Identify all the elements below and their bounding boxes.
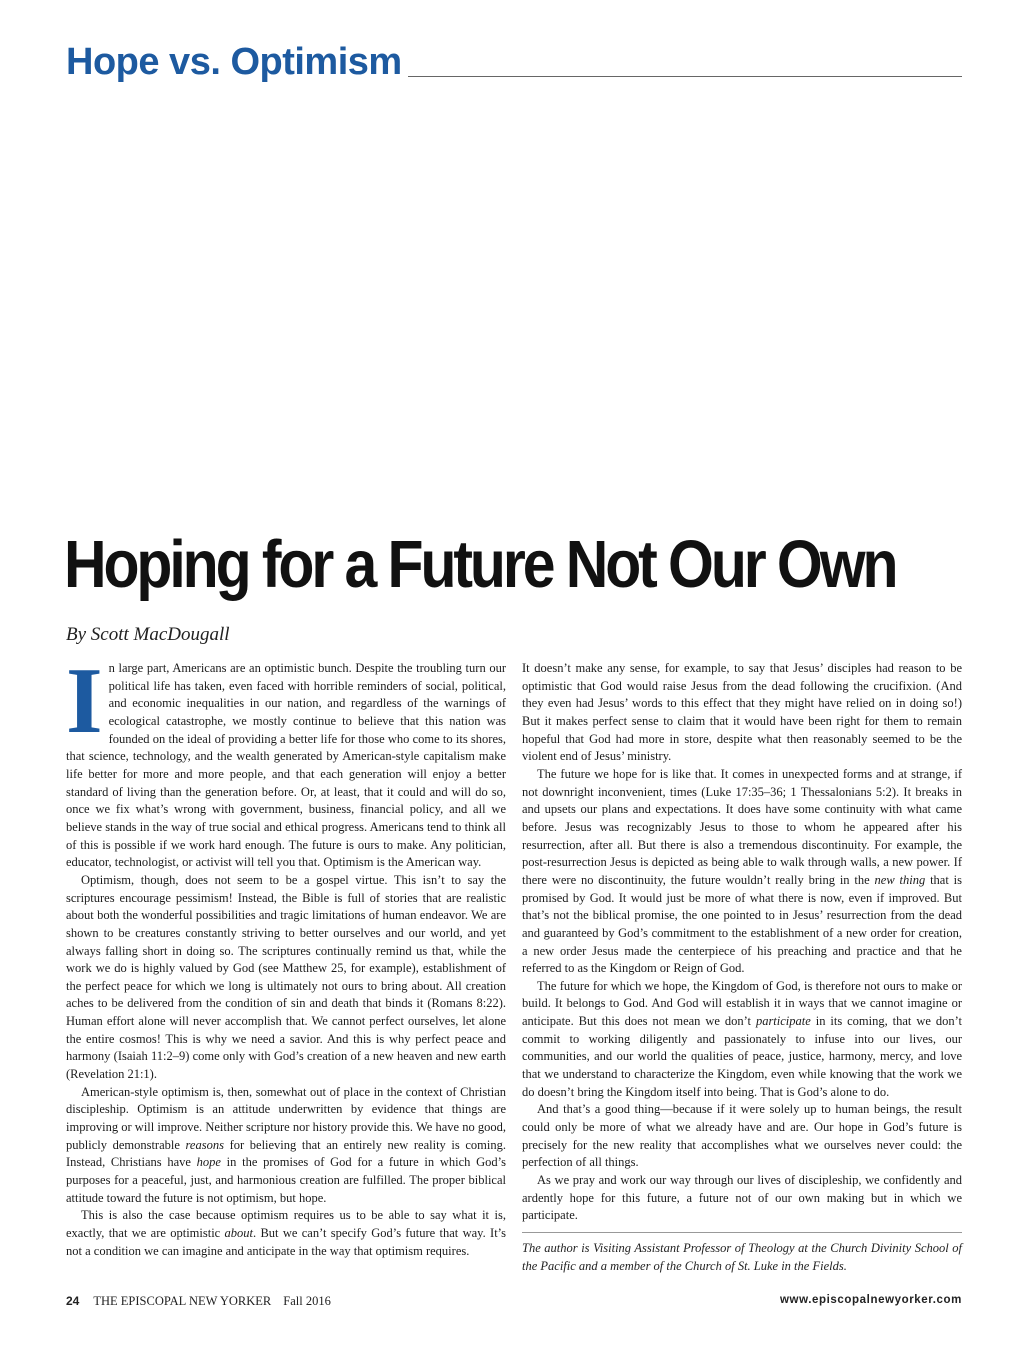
emphasis: new thing — [874, 872, 926, 887]
emphasis: reasons — [185, 1137, 224, 1152]
paragraph-text: n large part, Americans are an optimistic bunch. Despite the troubling turn our political life has taken, even faced with horrible reminders of social, political, and economic inequalities in our nation, and regardless of the warnings of ecological catastrophe, we mostly continue to believe that this nation was founded on the ideal of providing a better life for those who come to its shores, that science, technology, and the wealth generated by American-style capitalism make life better for more and more people, and that each generation will enjoy a better standard of living than the generation before. Or, at least, that it could and will do so, once we fix what’s wrong with government, business, financial policy, and all we believe stands in the way of true social and ethical progress. Americans tend to think all of this is possible if we work hard enough. The future is ours to make. Any politician, educator, technologist, or activist will tell you that. Optimism is the American way. — [66, 661, 506, 870]
page-number: 24 — [66, 1294, 80, 1308]
issue-label: Fall 2016 — [283, 1294, 331, 1308]
paragraph: Optimism, though, does not seem to be a gospel virtue. This isn’t to say the scriptures encourage pessimism! Instead, the Bible is full of stories that are realistic about both the wonderful possibilities and tragic limitations of human endeavor. We are shown to be creatures constantly striving to better ourselves and our world, and yet always falling short in doing so. The scriptures continually remind us that, while the work we do is highly valued by God (see Matthew 25, for example), establishment of the perfect peace for which we long is ultimately not ours to bring about. All creation aches to be delivered from the condition of sin and death that binds it (Romans 8:22). Human effort alone will never accomplish that. We cannot perfect ourselves, let alone the entire cosmos! This is why we need a savior. And this is why perfect peace and harmony (Isaiah 11:2–9) come only with God’s creation of a new heaven and new earth (Revelation 21:1). — [66, 872, 506, 1082]
website-url: www.episcopalnewyorker.com — [780, 1294, 962, 1306]
paragraph: It doesn’t make any sense, for example, to say that Jesus’ disciples had reason to be optimistic that God would raise Jesus from the dead following the crucifixion. (And they even had Jesus’ words to this effect that they might have relied on in doing so!) But it makes perfect sense to claim that it would have been right for them to remain hopeful that God had more in store, despite what then reasonably seemed to be the violent end of Jesus’ ministry. — [522, 661, 962, 764]
section-header — [66, 40, 962, 84]
paragraph-text: that is promised by God. It would just be more of what there is now, even if improved. But that’s not the biblical promise, the one pointed to in Jesus’ resurrection from the dead and guaranteed by God’s commitment to the establishment of a new order for creation, a new order Jesus made the centerpiece of his preaching and practice and that he referred to as the Kingdom or Reign of God. — [522, 872, 962, 976]
page-footer — [66, 1294, 962, 1310]
emphasis: participate — [755, 1014, 811, 1029]
paragraph-text: The future we hope for is like that. It comes in unexpected forms and at strange, if not downright inconvenient, times (Luke 17:35–36; 1 Thessalonians 5:2). It breaks in and upsets our plans and expectations. It does have some continuity with what came before. Jesus was recognizably Jesus to those to whom he appeared after his resurrection, after all. But there is also a tremendous discontinuity. For example, the post-resurrection Jesus is depicted as being able to walk through walls, a new power. If there were no discontinuity, the future wouldn’t really bring in the — [522, 766, 962, 887]
paragraph-text: The future for which we hope, the Kingdom of God, is therefore not ours to make or build. It belongs to God. And God will establish it in ways that we cannot imagine or anticipate. But this does not mean we don’t — [522, 978, 962, 1029]
paragraph — [522, 766, 962, 978]
publication-name: THE EPISCOPAL NEW YORKER — [93, 1294, 272, 1308]
paragraph-text: for believing that an entirely new reality is coming. Instead, Christians have — [66, 1137, 506, 1170]
paragraph-text: in the promises of God for a future in which God’s purposes for a peaceful, just, and harmonious creation are fulfilled. The proper biblical attitude toward the future is not optimism, but hope. — [66, 1155, 506, 1205]
paragraph — [66, 1207, 506, 1260]
paragraph: And that’s a good thing—because if it were solely up to human beings, the result could only be more of what we already have and are. Our hope in God’s future is precisely for the new reality that accomplishes what we ourselves never could: the perfection of all things. — [522, 1102, 962, 1170]
article-headline: Hoping for a Future Not Our Own — [64, 527, 896, 602]
paragraph-text: in its coming, that we don’t commit to working diligently and passionately to infuse into our lives, our communities, and our world the qualities of peace, justice, harmony, mercy, and love that we understand to characterize the Kingdom, even while knowing that the work we do doesn’t bring the Kingdom itself into being. That is God’s alone to do. — [522, 1014, 962, 1099]
article-column-left — [66, 649, 507, 1260]
article-column-right — [522, 660, 962, 1225]
paragraph — [66, 1084, 506, 1208]
author-bio: The author is Visiting Assistant Professor of Theology at the Church Divinity School of the Pacific and a member of the Church of St. Luke in the Fields. — [522, 1241, 962, 1273]
emphasis: hope — [196, 1155, 221, 1170]
paragraph — [522, 978, 962, 1102]
paragraph-text: American-style optimism is, then, somewhat out of place in the context of Christian discipleship. Optimism is an attitude underwritten by evidence that things are improving or will improve. Neither scripture nor history provide this. We have no good, publicly demonstrable — [66, 1084, 506, 1152]
emphasis: about — [224, 1226, 254, 1240]
article-byline: By Scott MacDougall — [66, 624, 230, 645]
section-title: Hope vs. Optimism — [66, 41, 408, 83]
drop-cap: I — [66, 649, 103, 753]
paragraph: As we pray and work our way through our lives of discipleship, we confidently and ardently hope for this future, a future not of our own making but in which we participate. — [522, 1173, 962, 1223]
paragraph-text: . But we can’t specify God’s future that way. It’s not a condition we can imagine and anticipate in the way that optimism requires. — [66, 1226, 507, 1258]
bio-divider — [522, 1232, 962, 1233]
paragraph — [66, 649, 506, 872]
paragraph-text: This is also the case because optimism requires us to be able to say what it is, exactly, that we are optimistic — [66, 1208, 506, 1240]
